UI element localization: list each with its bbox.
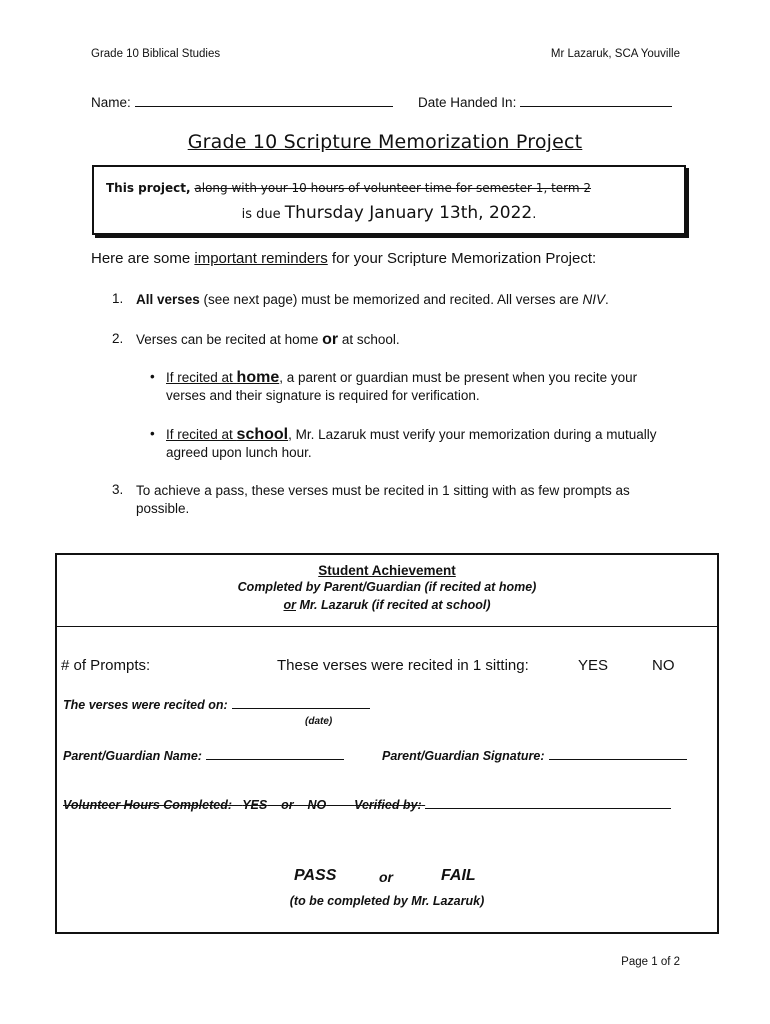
due-notice-box — [92, 165, 686, 235]
sitting-label: These verses were recited in 1 sitting: — [277, 657, 529, 674]
due-date: Thursday January 13th, 2022 — [284, 203, 533, 223]
notice-due-prefix: is due — [241, 207, 281, 222]
list-item-text — [136, 331, 676, 349]
achievement-line2-rest: Mr. Lazaruk (if recited at school) — [296, 598, 491, 612]
sitting-no-option[interactable]: NO — [652, 657, 675, 674]
name-label: Name: — [91, 95, 131, 110]
page-title: Grade 10 Scripture Memorization Project — [187, 131, 583, 153]
volunteer-label: Volunteer Hours Completed: — [63, 798, 232, 812]
bullet-text — [166, 369, 666, 405]
date-handed-label: Date Handed In: — [418, 95, 517, 110]
intro-before: Here are some — [91, 250, 195, 267]
list-number: 1. — [112, 291, 124, 306]
student-achievement-box — [55, 553, 719, 934]
intro-after: for your Scripture Memorization Project: — [327, 250, 597, 267]
pass-fail-or: or — [379, 869, 393, 885]
page-number: Page 1 of 2 — [621, 956, 680, 968]
achievement-line1: Completed by Parent/Guardian (if recited at home) — [237, 580, 537, 594]
bullet-dot: • — [150, 369, 155, 384]
name-field[interactable] — [91, 94, 393, 110]
recited-on-label: The verses were recited on: — [63, 698, 228, 712]
volunteer-or: or — [281, 798, 294, 812]
intro-underlined: important reminders — [194, 250, 328, 267]
item2-before: Verses can be recited at home — [136, 332, 323, 347]
item2-after: at school. — [338, 332, 400, 347]
bullet2-bold: school — [236, 426, 289, 443]
bullet1-rest: , a parent or guardian must be present when you recite your verses and their signature is required for verification. — [166, 370, 638, 403]
bullet1-bold: home — [236, 369, 280, 386]
volunteer-hours-row — [63, 797, 709, 812]
achievement-line2 — [57, 598, 717, 612]
intro-text — [91, 250, 596, 267]
date-hint: (date) — [305, 716, 333, 727]
guardian-signature-line[interactable] — [549, 747, 687, 760]
guardian-name-field[interactable] — [63, 747, 344, 765]
item1-bold: All verses — [136, 292, 200, 307]
notice-struck-text: along with your 10 hours of volunteer time for semester 1, term 2 — [194, 181, 592, 195]
bullet-text — [166, 426, 666, 462]
achievement-or: or — [283, 598, 296, 612]
item1-mid: (see next page) must be memorized and recited. All verses are — [199, 292, 583, 307]
bullet2-rest: , Mr. Lazaruk must verify your memorization during a mutually agreed upon lunch hour. — [166, 427, 657, 460]
date-handed-field[interactable] — [418, 94, 672, 110]
item1-italic: NIV — [582, 292, 605, 307]
fail-option[interactable]: FAIL — [441, 867, 476, 884]
teacher-name: Mr Lazaruk, SCA Youville — [550, 48, 680, 60]
prompts-label: # of Prompts: — [61, 657, 151, 674]
list-number: 3. — [112, 482, 124, 497]
list-number: 2. — [112, 331, 124, 346]
volunteer-no: NO — [307, 798, 327, 812]
list-item-text — [136, 291, 676, 309]
completed-by-note: (to be completed by Mr. Lazaruk) — [289, 894, 485, 908]
volunteer-yes: YES — [242, 798, 268, 812]
bullet-dot: • — [150, 426, 155, 441]
recited-on-line[interactable] — [232, 696, 370, 709]
item2-bold: or — [322, 331, 339, 348]
verified-label: Verified by: — [354, 798, 422, 812]
guardian-name-label: Parent/Guardian Name: — [63, 749, 202, 763]
pass-option[interactable]: PASS — [294, 867, 337, 884]
guardian-name-line[interactable] — [206, 747, 344, 760]
date-handed-line[interactable] — [520, 94, 672, 107]
bullet1-underlined: If recited at — [166, 370, 237, 385]
course-name: Grade 10 Biblical Studies — [91, 48, 221, 60]
name-line[interactable] — [135, 94, 393, 107]
list-item-text: To achieve a pass, these verses must be recited in 1 sitting with as few prompts as possible. — [136, 483, 630, 516]
notice-period: . — [532, 207, 537, 222]
achievement-header — [57, 555, 717, 627]
item1-end: . — [605, 292, 609, 307]
notice-prefix: This project, — [106, 181, 191, 195]
verified-line — [425, 797, 671, 809]
recited-on-field[interactable] — [63, 696, 370, 714]
sitting-yes-option[interactable]: YES — [578, 657, 609, 674]
bullet2-underlined: If recited at — [166, 427, 237, 442]
guardian-signature-field[interactable] — [382, 747, 687, 765]
achievement-heading: Student Achievement — [318, 563, 456, 578]
guardian-signature-label: Parent/Guardian Signature: — [382, 749, 545, 763]
